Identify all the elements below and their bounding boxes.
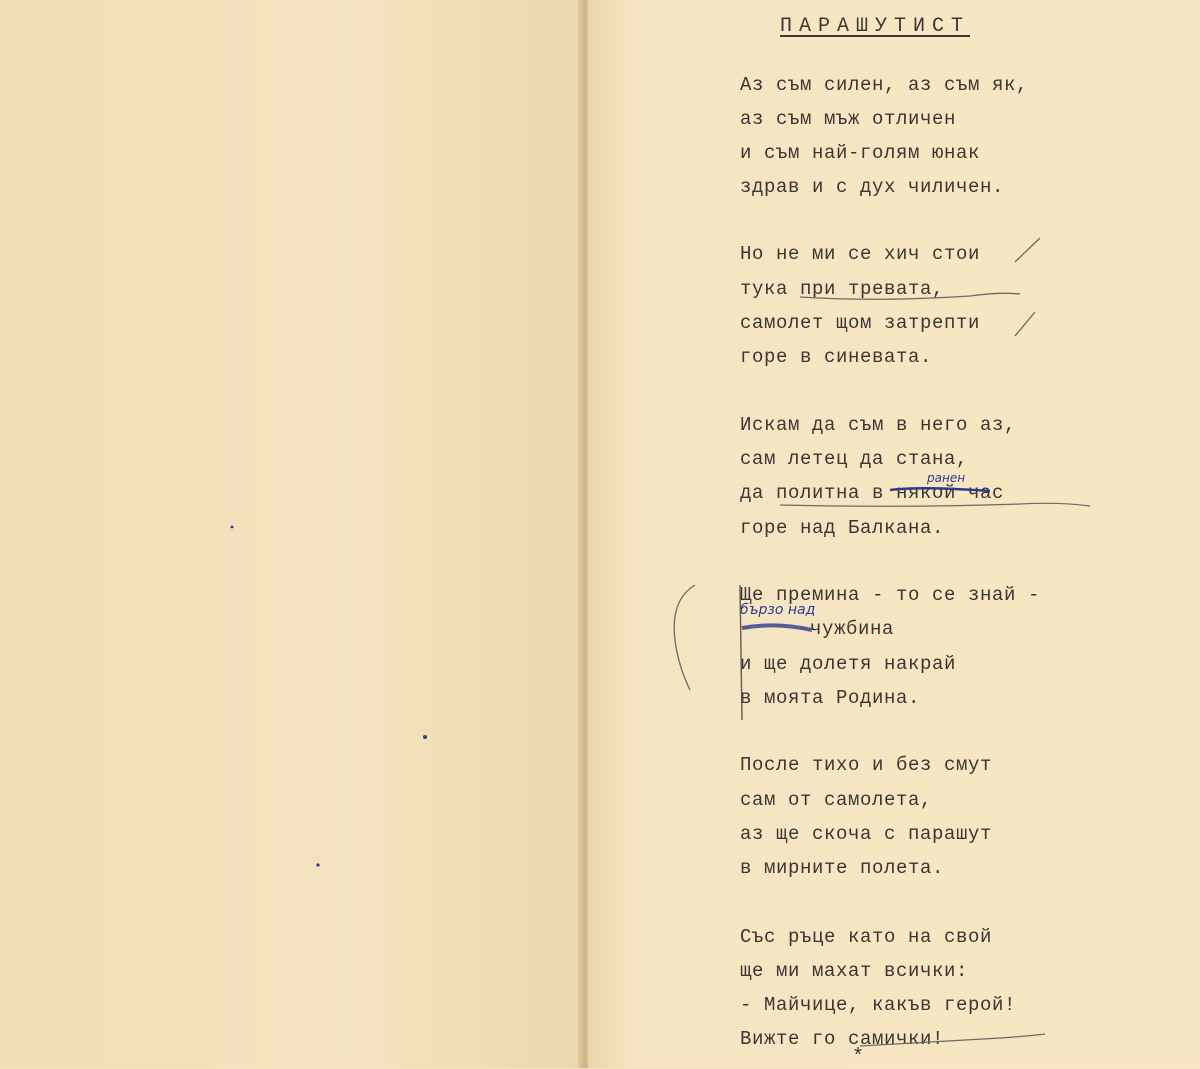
poem-line: тука при тревата, bbox=[740, 278, 945, 300]
poem-line: самолет щом затрепти bbox=[740, 312, 981, 334]
poem-line: сам от самолета, bbox=[740, 789, 933, 811]
strike-through-mark bbox=[890, 488, 990, 491]
poem-line: Аз съм силен, аз съм як, bbox=[740, 74, 1029, 96]
poem-line: здрав и с дух чиличен. bbox=[740, 176, 1005, 198]
poem-line: сам летец да стана, bbox=[740, 448, 969, 470]
footer-asterisk: * bbox=[852, 1046, 865, 1069]
pencil-underline bbox=[780, 503, 1090, 506]
pencil-slash bbox=[1015, 238, 1040, 262]
poem-line: в мирните полета. bbox=[740, 857, 945, 879]
poem-line: Но не ми се хич стои bbox=[740, 243, 981, 265]
pencil-bracket bbox=[674, 585, 695, 690]
poem-line: аз ще скоча с парашут bbox=[740, 823, 993, 845]
handwritten-correction: ранен bbox=[927, 471, 966, 485]
ink-dot bbox=[316, 863, 319, 866]
strike-through-mark bbox=[742, 625, 812, 630]
poem-line: Искам да съм в него аз, bbox=[740, 414, 1017, 436]
ink-dot bbox=[423, 735, 427, 739]
poem-line: Вижте го самички! bbox=[740, 1028, 945, 1050]
poem-line: чужбина bbox=[810, 618, 895, 640]
poem-line: Ще премина - то се знай - bbox=[740, 584, 1041, 606]
poem-line: Със ръце като на свой bbox=[740, 926, 993, 948]
poem-title: ПАРАШУТИСТ bbox=[780, 15, 971, 38]
pencil-underline bbox=[800, 293, 1020, 299]
pencil-bracket bbox=[740, 585, 742, 720]
poem-line: в моята Родина. bbox=[740, 687, 921, 709]
poem-line: - Майчице, какъв герой! bbox=[740, 994, 1017, 1016]
poem-line: аз съм мъж отличен bbox=[740, 108, 957, 130]
pencil-underline bbox=[860, 1034, 1045, 1046]
poem-line: да политна в някой час bbox=[740, 482, 1005, 504]
handwritten-correction: бързо над bbox=[740, 602, 816, 618]
poem-line: и ще долетя накрай bbox=[740, 653, 957, 675]
poem-line: горе над Балкана. bbox=[740, 517, 945, 539]
poem-line: После тихо и без смут bbox=[740, 754, 993, 776]
ink-dot bbox=[231, 526, 234, 529]
poem-line: ще ми махат всички: bbox=[740, 960, 969, 982]
poem-line: горе в синевата. bbox=[740, 346, 933, 368]
poem-line: и съм най-голям юнак bbox=[740, 142, 981, 164]
pencil-slash bbox=[1015, 312, 1035, 336]
